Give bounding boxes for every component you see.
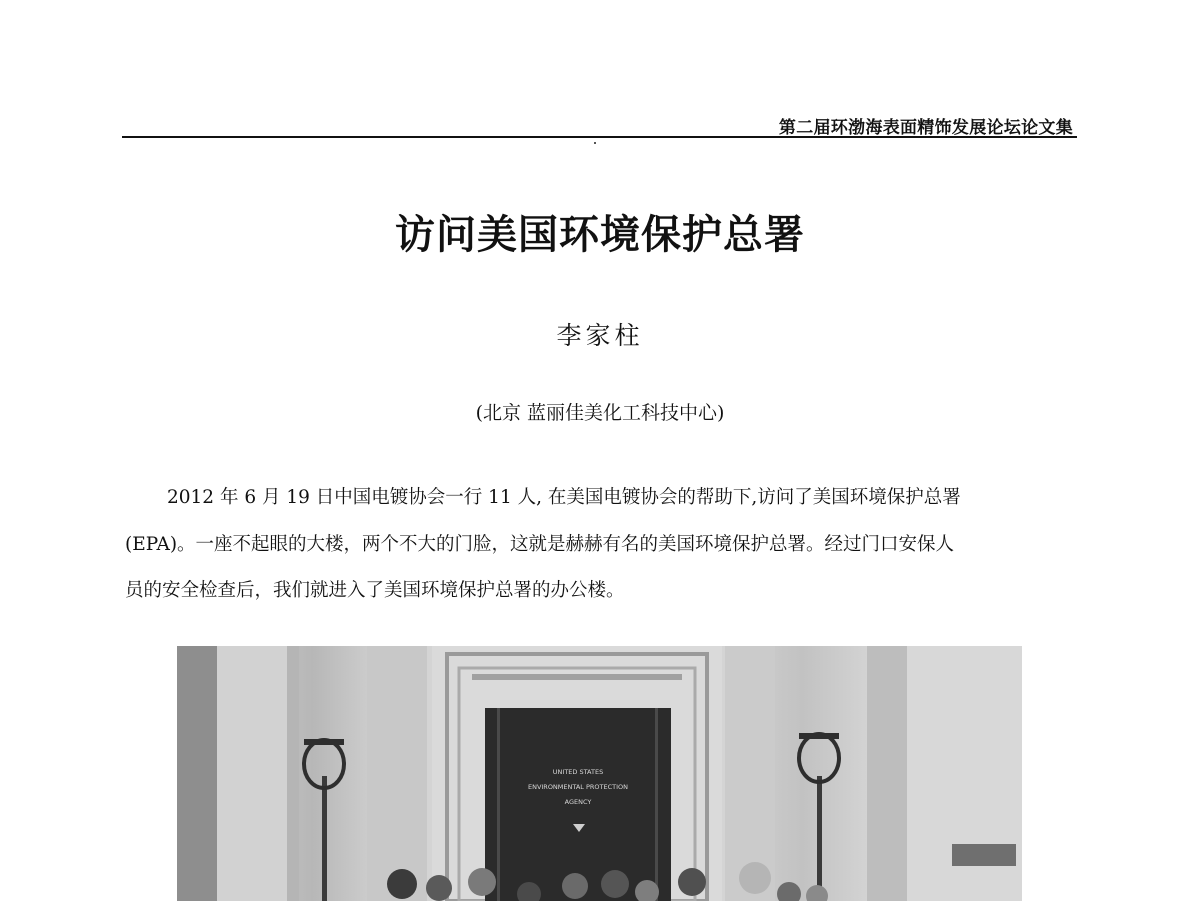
article-affiliation: (北京 蓝丽佳美化工科技中心) [475, 402, 725, 424]
person-head [426, 875, 452, 901]
photo-illustration [177, 646, 1022, 901]
person-head [777, 882, 801, 901]
scan-speck [594, 142, 596, 144]
wall-plaque [952, 844, 1016, 866]
sign-line-1: UNITED STATES [552, 768, 604, 776]
left-lamp-post [322, 776, 327, 901]
article-author: 李家柱 [556, 321, 644, 350]
left-lantern-top [304, 739, 344, 745]
person-head [806, 885, 828, 901]
person-head [387, 869, 417, 899]
sign-line-2: ENVIRONMENTAL PROTECTION [527, 783, 629, 791]
person-head [562, 873, 588, 899]
article-title: 访问美国环境保护总署 [395, 212, 805, 258]
left-wall [177, 646, 217, 901]
left-pillar-shadow [287, 646, 299, 901]
paragraph-line-2: (EPA)。一座不起眼的大楼，两个不大的门脸，这就是赫赫有名的美国环境保护总署。经过门口安保人 [125, 534, 955, 555]
door-lintel [472, 674, 682, 680]
left-inner-pillar [367, 646, 427, 901]
sign-line-3: AGENCY [564, 798, 592, 806]
running-header-title: 第二届环渤海表面精饰发展论坛论文集 [778, 118, 1073, 138]
left-pillar [217, 646, 287, 901]
right-lantern-top [799, 733, 839, 739]
right-pillar [867, 646, 907, 901]
right-inner-pillar [725, 646, 775, 901]
person-head [601, 870, 629, 898]
running-header [122, 106, 1077, 138]
right-lantern [799, 734, 839, 782]
person-head [468, 868, 496, 896]
door-edge [497, 708, 500, 901]
right-lamp-post [817, 776, 822, 901]
person-head [678, 868, 706, 896]
person-head [739, 862, 771, 894]
door-edge [655, 708, 658, 901]
paragraph-line-1: 2012 年 6 月 19 日中国电镀协会一行 11 人, 在美国电镀协会的帮助下,访问了美国环境保护总署 [167, 487, 961, 508]
epa-building-photo [177, 646, 1022, 901]
paragraph-line-3: 员的安全检查后，我们就进入了美国环境保护总署的办公楼。 [125, 580, 625, 601]
